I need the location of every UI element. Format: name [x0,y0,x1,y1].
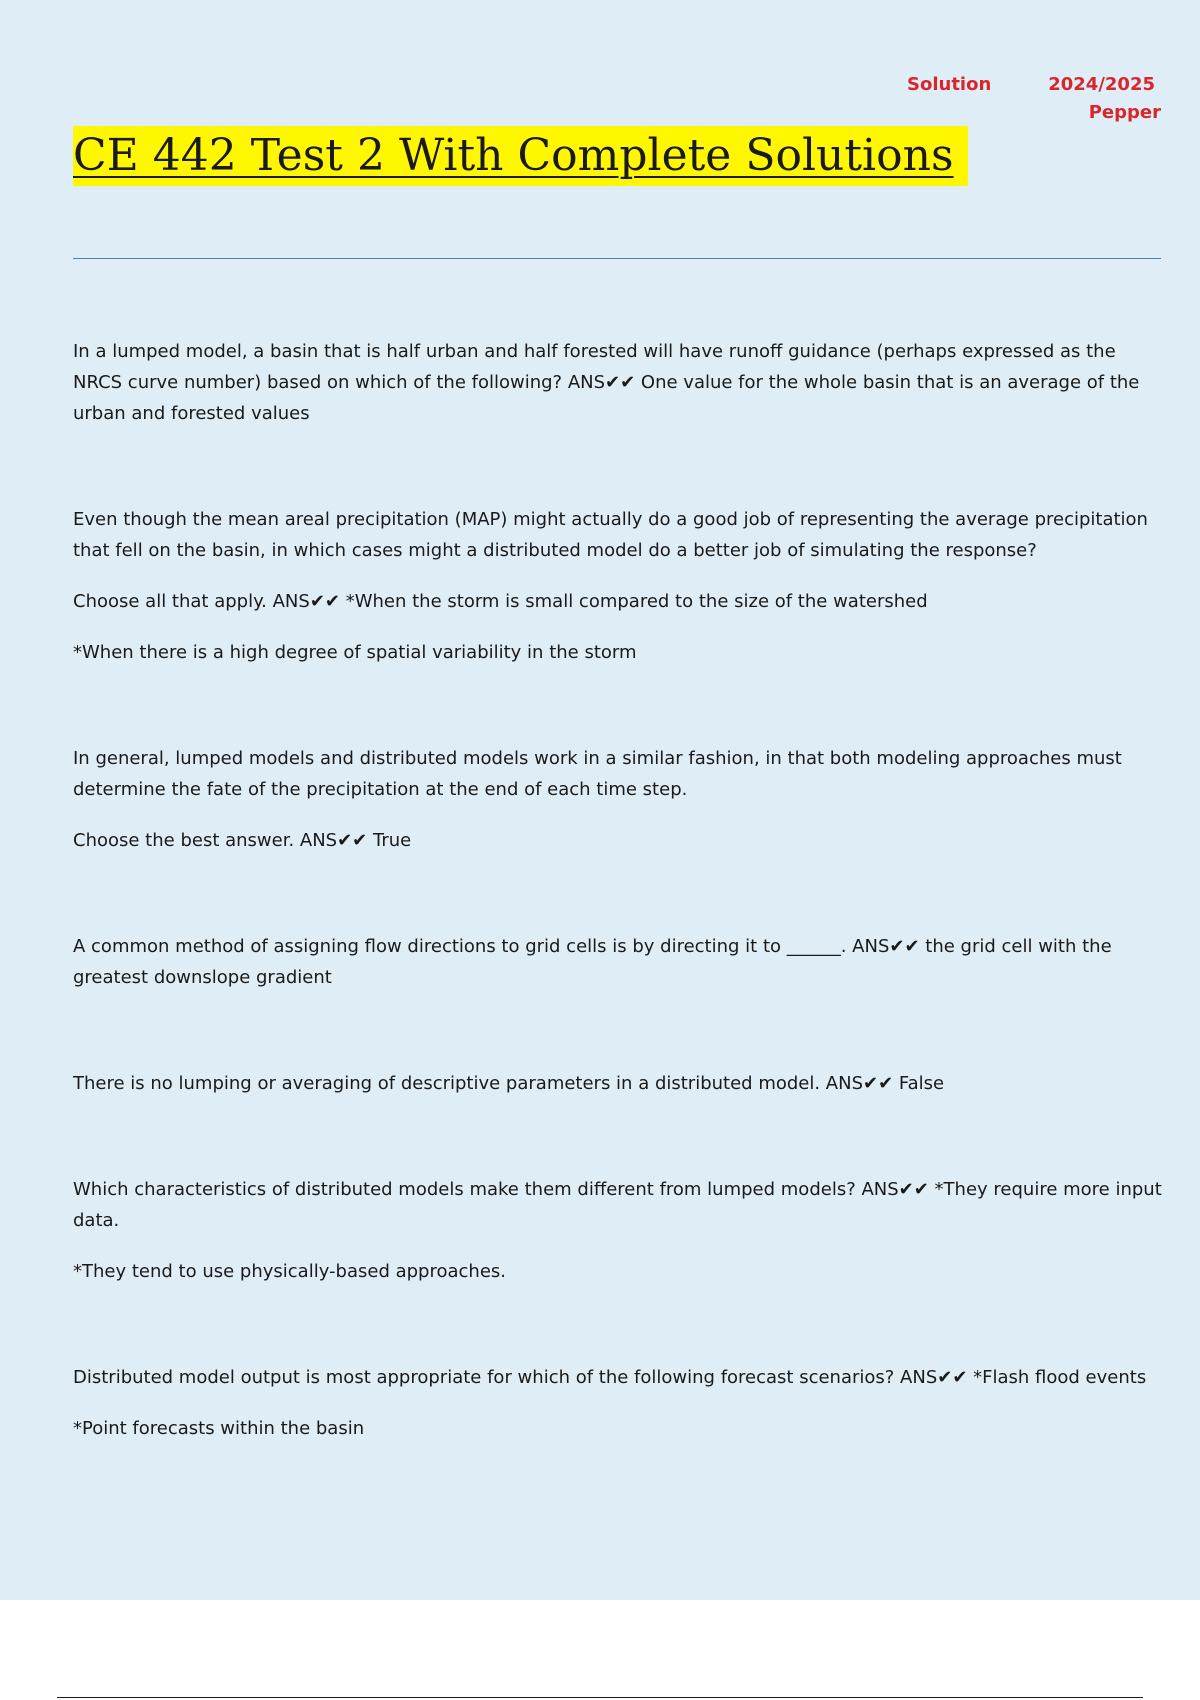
answer-text: *When there is a high degree of spatial variability in the storm [73,642,637,663]
header-solution-label: Solution [907,74,992,95]
question-item [73,1174,1163,1287]
document-title: CE 442 Test 2 With Complete Solutions [73,126,968,186]
spacer [73,856,1163,931]
answer-text: Choose the best answer. ANS✔✔ True [73,830,412,851]
question-list [73,336,1163,1444]
question-text: A common method of assigning flow directions to grid cells is by directing it to ______. ANS✔✔ the grid cell with the greatest downslope gradient [73,936,1112,988]
question-text: In general, lumped models and distributed models work in a similar fashion, in that both modeling approaches must determine the fate of the precipitation at the end of each time step. [73,748,1122,800]
question-text: There is no lumping or averaging of descriptive parameters in a distributed model. ANS✔✔ False [73,1073,945,1094]
answer-text: *Point forecasts within the basin [73,1418,365,1439]
question-text: In a lumped model, a basin that is half urban and half forested will have runoff guidance (perhaps expressed as the NRCS curve number) based on which of the following? ANS✔✔ One value for the whole basin that is an average of the urban and forested values [73,341,1140,424]
spacer [73,429,1163,504]
spacer [73,993,1163,1068]
question-item [73,931,1163,993]
question-item [73,1362,1163,1444]
question-text: Which characteristics of distributed models make them different from lumped models? ANS✔✔ *They require more input data. [73,1179,1162,1231]
spacer [73,1099,1163,1174]
footer-divider [57,1697,1143,1698]
question-item [73,1068,1163,1099]
header-author: Pepper [1088,102,1161,123]
answer-text: Choose all that apply. ANS✔✔ *When the storm is small compared to the size of the watershed [73,591,928,612]
spacer [73,668,1163,743]
title-divider [73,258,1161,259]
document-header [0,74,1200,134]
question-item [73,743,1163,856]
question-text: Distributed model output is most appropriate for which of the following forecast scenarios? ANS✔✔ *Flash flood events [73,1367,1147,1388]
answer-text: *They tend to use physically-based approaches. [73,1261,507,1282]
question-text: Even though the mean areal precipitation (MAP) might actually do a good job of representing the average precipitation that fell on the basin, in which cases might a distributed model do a better job of simulating the response? [73,509,1148,561]
question-item [73,504,1163,668]
header-year: 2024/2025 [1048,74,1155,95]
question-item [73,336,1163,429]
spacer [73,1287,1163,1362]
